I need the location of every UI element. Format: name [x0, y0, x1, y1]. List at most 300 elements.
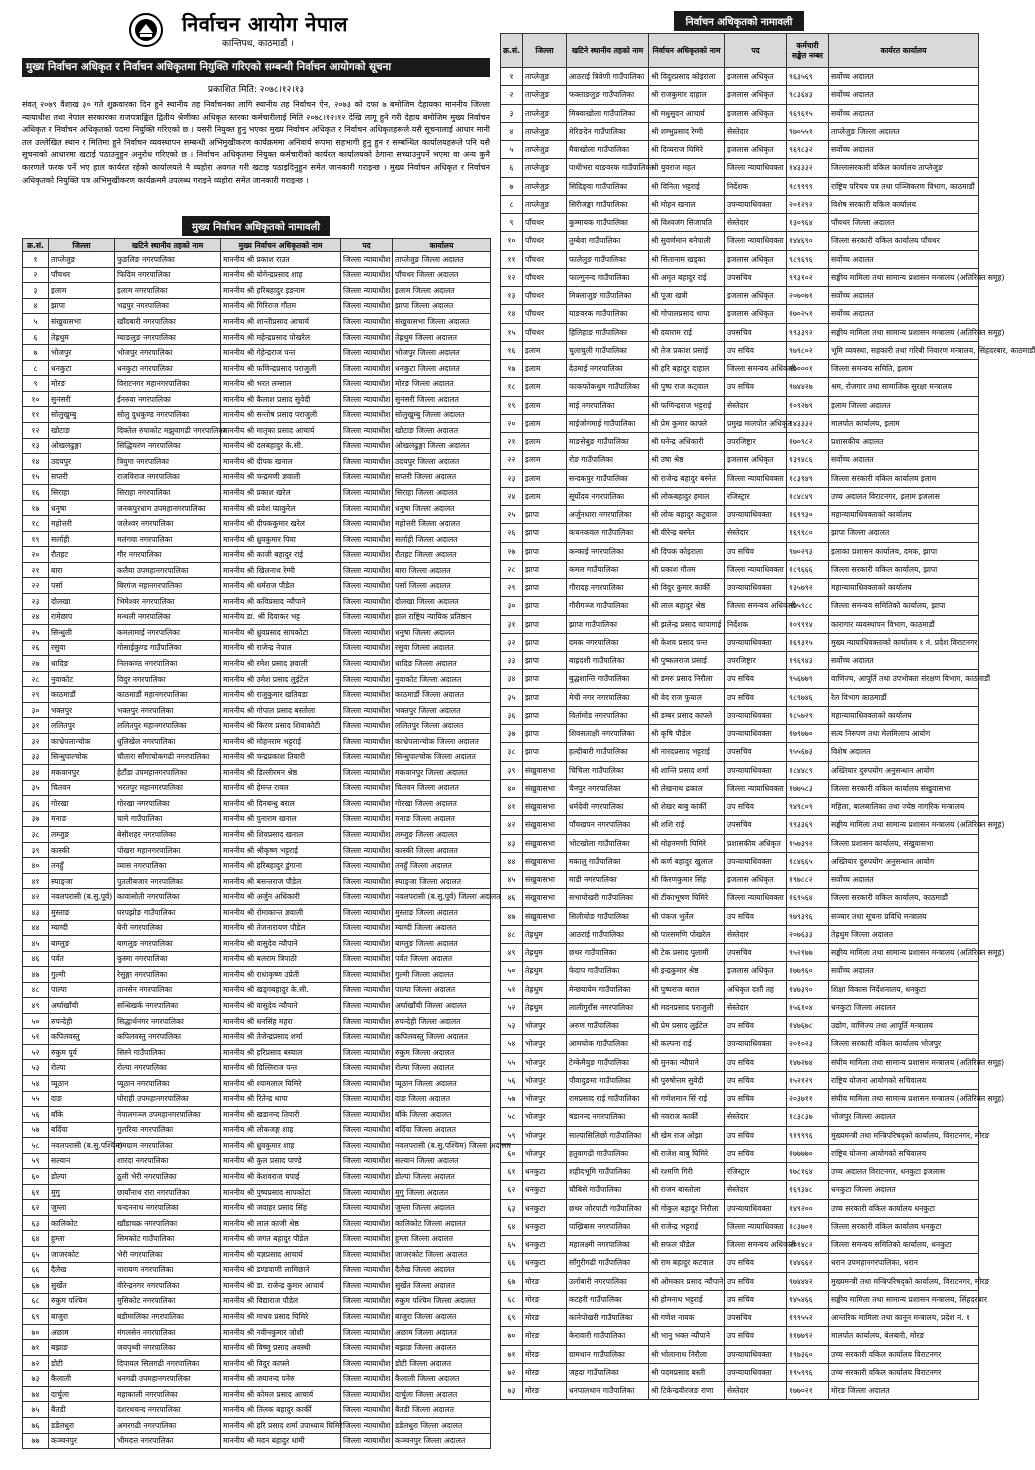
table-cell: कन्काई नगरपालिका [567, 542, 649, 560]
table-row [501, 268, 979, 286]
table-row [501, 779, 979, 797]
table-cell: डोल्पा जिल्ला अदालत [393, 1169, 491, 1185]
table-cell: इलाम जिल्ला अदालत [829, 396, 979, 414]
table-cell: लम्जुङ [49, 827, 115, 843]
table-cell: सिन्धुली [49, 625, 115, 641]
table-cell: कुस्मा नगरपालिका [115, 951, 221, 967]
table-cell: उप सचिव [725, 688, 787, 706]
table-row [23, 1355, 491, 1371]
table-cell: माननीय श्री वासुदेव न्यौपाने [221, 936, 341, 952]
table-cell: महोत्तरी जिल्ला अदालत [393, 516, 491, 532]
table-cell: तेह्रथुम [523, 962, 567, 980]
table-cell: सङ्घीय मामिला तथा सामान्य प्रशासन मन्त्रालय (अतिरिक्त समूह) [829, 268, 979, 286]
table-cell: धनकुटा जिल्ला अदालत [829, 1181, 979, 1199]
table-cell: श्री शशि राई [649, 816, 725, 834]
table-cell: १६९९८० [787, 524, 829, 542]
table-cell: चुलाचुली गाउँपालिका [567, 341, 649, 359]
table-cell: सेस्तेदार [725, 1108, 787, 1126]
table-cell: नवलपरासी (ब.सु.पूर्व) [49, 889, 115, 905]
table-cell: माननीय श्री विष्णु प्रसाद अवस्थी [221, 1340, 341, 1356]
table-cell: जिल्ला न्यायाधीश [341, 1029, 393, 1045]
table-cell: साल्पासिलिछो गाउँपालिका [567, 1126, 649, 1144]
table-row [501, 889, 979, 907]
table-cell: माननीय श्री गेहेन्द्रराज पन्त [221, 345, 341, 361]
table-cell: अर्घाखाँची जिल्ला अदालत [393, 998, 491, 1014]
table-cell: पोखरा महानगरपालिका [115, 842, 221, 858]
table-cell: बेनी नगरपालिका [115, 920, 221, 936]
table-cell: ६८ [23, 1293, 49, 1309]
table-cell: म्याङलुङ नगरपालिका [115, 329, 221, 345]
table-cell: अरुण गाउँपालिका [567, 1017, 649, 1035]
table-cell: सिरीजङ्घा गाउँपालिका [567, 195, 649, 213]
table-cell: जिल्ला न्यायाधीश [341, 391, 393, 407]
table-cell: माननीय श्री धनसिंह महरा [221, 1013, 341, 1029]
table-row [501, 761, 979, 779]
table-cell: जिल्ला न्यायाधीश [341, 252, 393, 268]
table-cell: ४६ [501, 889, 523, 907]
table-cell: जिल्ला न्यायाधीश [341, 842, 393, 858]
table-cell: डोल्पा [49, 1169, 115, 1185]
table-cell: दशरथचन्द नगरपालिका [115, 1402, 221, 1418]
table-cell: विर्तामोड नगरपालिका [567, 706, 649, 724]
table-cell: माननीय श्री कुल प्रसाद पाण्डे [221, 1153, 341, 1169]
table-cell: तनहुँ जिल्ला अदालत [393, 858, 491, 874]
table-cell: माननीय श्री ध्रुवकुमार पिया [221, 531, 341, 547]
table-cell: बारा जिल्ला अदालत [393, 562, 491, 578]
table-cell: जिल्ला न्यायाधीश [341, 594, 393, 610]
table-cell: उपन्यायाधिवक्ता [725, 506, 787, 524]
table-cell: श्री राजेश बाबु घिमिरे [649, 1144, 725, 1162]
table-row [501, 560, 979, 578]
table-cell: भक्तपुर [49, 702, 115, 718]
table-row [23, 749, 491, 765]
table-cell: चन्दननाथ नगरपालिका [115, 1200, 221, 1216]
table-cell: माननीय श्री राजेन्द्र नेपाल [221, 640, 341, 656]
table-cell: २१ [23, 562, 49, 578]
table-cell: १४९२०० [787, 1199, 829, 1217]
table-cell: दैलेख [49, 1262, 115, 1278]
table-cell: माननीय श्री पुनाराम खनाल [221, 811, 341, 827]
table-cell: पर्वत [49, 951, 115, 967]
table-cell: पर्सा जिल्ला अदालत [393, 578, 491, 594]
table-cell: घोराही उपमहानगरपालिका [115, 1091, 221, 1107]
table-cell: भोजपुर [523, 1090, 567, 1108]
table-cell: इजलास अधिकृत [725, 305, 787, 323]
table-cell: कटहरी गाउँपालिका [567, 1290, 649, 1308]
table-row [23, 1433, 491, 1449]
table-cell: इलाम [523, 360, 567, 378]
table-row [501, 287, 979, 305]
table-cell: ५९ [501, 1126, 523, 1144]
table-row [501, 579, 979, 597]
table-cell: सर्वोच्च अदालत [829, 287, 979, 305]
table-row [23, 547, 491, 563]
table-row [501, 1236, 979, 1254]
table-cell: जिल्ला न्यायाधीश [341, 733, 393, 749]
table-cell: बाग्लुङ जिल्ला अदालत [393, 936, 491, 952]
table-cell: ११ [501, 250, 523, 268]
table-cell: २८ [501, 560, 523, 578]
table-cell: फाल्गुनन्द गाउँपालिका [567, 268, 649, 286]
table-cell: सङ्घीय मामिला तथा सामान्य प्रशासन मन्त्रालय (अतिरिक्त समूह) [829, 816, 979, 834]
table-cell: मैवाखोला गाउँपालिका [567, 141, 649, 159]
notice-banner: मुख्य निर्वाचन अधिकृत र निर्वाचन अधिकृतमा नियुक्ति गरिएको सम्बन्धी निर्वाचन आयोगको सूचना [22, 58, 490, 77]
table-cell: माननीय श्री श्यामलाल घिमिरे [221, 1075, 341, 1091]
table-cell: संघीय मामिला तथा सामान्य प्रशासन मन्त्रालय (अतिरिक्त समूह) [829, 1053, 979, 1071]
table-cell: जिल्ला न्यायाधीश [341, 1340, 393, 1356]
header [22, 10, 490, 56]
table-cell: १४ [23, 454, 49, 470]
table-cell: माननीय श्री लाल काजी श्रेष्ठ [221, 1215, 341, 1231]
table-cell: जिल्ला न्यायाधीश [341, 547, 393, 563]
table-cell: मोरङ [523, 1363, 567, 1381]
table-cell: १४७६७८ [787, 1017, 829, 1035]
table-row [23, 314, 491, 330]
table-row [501, 980, 979, 998]
table-cell: कमलामाई नगरपालिका [115, 625, 221, 641]
table-cell: माननीय श्री कोमल प्रसाद आचार्य [221, 1386, 341, 1402]
table-cell: श्री गणेश नायक [649, 1309, 725, 1327]
table-cell: बागलुङ नगरपालिका [115, 936, 221, 952]
table-row [501, 1017, 979, 1035]
table-cell: सिद्धिचरण नगरपालिका [115, 438, 221, 454]
table-row [23, 252, 491, 268]
table-cell: जिल्ला न्यायाधीश [341, 656, 393, 672]
table-cell: मेची नगर नगरपालिका [567, 688, 649, 706]
table-cell: पाथीभरा याङवरक गाउँपालिका [567, 159, 649, 177]
table-cell: कैलाली [49, 1371, 115, 1387]
table-cell: कुम्मायक गाउँपालिका [567, 214, 649, 232]
table-cell: ३४ [501, 670, 523, 688]
table-cell: स्याङ्जा जिल्ला अदालत [393, 873, 491, 889]
table-cell: ४४ [501, 852, 523, 870]
table-cell: जिल्ला न्यायाधीश [341, 1215, 393, 1231]
table-cell: रेल विभाग काठमाडौं [829, 688, 979, 706]
table-cell: संखुवासभा [523, 779, 567, 797]
table-cell: ४७ [501, 907, 523, 925]
table-cell: ११७७९२ [787, 1327, 829, 1345]
table-cell: फक्ताङलुङ गाउँपालिका [567, 86, 649, 104]
table-cell: गौरीगञ्ज गाउँपालिका [567, 597, 649, 615]
table-cell: ३ [501, 104, 523, 122]
table-cell: उप सचिव [725, 1090, 787, 1108]
table-cell: जिल्ला न्यायाधीश [341, 1355, 393, 1371]
table-cell: दार्चुला [49, 1386, 115, 1402]
table-cell: धनगढी उपमहानगरपालिका [115, 1371, 221, 1387]
table-cell: झापा [523, 579, 567, 597]
table-cell: माननीय श्री ध्रुवप्रसाद सापकोटा [221, 625, 341, 641]
table-cell: इलाम [523, 396, 567, 414]
table-cell: माननीय श्री शान्तीप्रसाद आचार्य [221, 314, 341, 330]
table-cell: जिल्ला न्यायाधिवक्ता [725, 889, 787, 907]
table-cell: ५३ [501, 1017, 523, 1035]
table-cell: ६६ [23, 1262, 49, 1278]
table-cell: फालेलुङ गाउँपालिका [567, 250, 649, 268]
table-cell: ३९ [501, 761, 523, 779]
table-cell: तेह्रथुम [523, 944, 567, 962]
table-cell: तेह्रथुम [49, 329, 115, 345]
table-cell: भोजपुर [523, 1071, 567, 1089]
table-cell: ६० [501, 1144, 523, 1162]
table-cell: कपिलवस्तु जिल्ला अदालत [393, 1029, 491, 1045]
table-cell: सञ्चार तथा सूचना प्रविधि मन्त्रालय [829, 907, 979, 925]
table-cell: माननीय श्री गोपाल प्रसाद बस्तोला [221, 702, 341, 718]
table-cell: ५९ [23, 1153, 49, 1169]
table-cell: धनकुटा नगरपालिका [115, 360, 221, 376]
table-cell: माननीय श्री हरिबहादुर इङनाम [221, 283, 341, 299]
table-cell: इजलास अधिकृत [725, 104, 787, 122]
table-cell: सिलीचोङ गाउँपालिका [567, 907, 649, 925]
table-cell: इलाम [523, 341, 567, 359]
table-cell: माननीय श्री विद्याराज पौडेल [221, 1293, 341, 1309]
table-cell: ६१ [501, 1163, 523, 1181]
table-cell: श्री हरि बहादुर दाहाल [649, 360, 725, 378]
published-date: प्रकाशित मिति: २०७८।१२।१३ [207, 85, 305, 95]
table-cell: २९ [23, 687, 49, 703]
table-row [23, 671, 491, 687]
table-cell: उपन्यायाधिवक्ता [725, 761, 787, 779]
table-cell: जिल्ला न्यायाधीश [341, 1138, 393, 1154]
table-cell: ५४ [501, 1035, 523, 1053]
table-cell: ९७०२९३ [787, 542, 829, 560]
table-row [501, 998, 979, 1016]
table-cell: चितवन जिल्ला अदालत [393, 780, 491, 796]
table-cell: सिन्धुपाल्चोक [49, 749, 115, 765]
table-cell: प्यूठान जिल्ला अदालत [393, 1075, 491, 1091]
table-cell: जिल्ला न्यायाधीश [341, 811, 393, 827]
table-cell: जिल्ला सरकारी वकिल कार्यालय धनकुटा [829, 1217, 979, 1235]
table-cell: जिल्ला समन्वय समितिको कार्यालय, झापा [829, 597, 979, 615]
table-cell: भीमदत्त नगरपालिका [115, 1433, 221, 1449]
table-cell: श्री सफल पौडेल [649, 1236, 725, 1254]
table-cell: जिल्ला समन्वय अधिकारी [725, 1236, 787, 1254]
table-row [23, 858, 491, 874]
table-cell: प्रशासकीय अधिकृत [725, 834, 787, 852]
table-cell: जिल्ला न्यायाधीश [341, 998, 393, 1014]
table-cell: माननीय श्री माधव प्रसाद घिमिरे [221, 1309, 341, 1325]
table-cell: बाग्लुङ [49, 936, 115, 952]
table-cell: ललितपुर महानगरपालिका [115, 718, 221, 734]
table-row [501, 1144, 979, 1162]
table-cell: जिल्ला न्यायाधीश [341, 562, 393, 578]
table-cell: भक्तपुर जिल्ला अदालत [393, 702, 491, 718]
table-cell: भोजपुर जिल्ला अदालत [393, 345, 491, 361]
table-cell: १९६९४३ [787, 652, 829, 670]
table-cell: संखुवासभा [523, 871, 567, 889]
table-cell: रुकुम पश्चिम जिल्ला अदालत [393, 1293, 491, 1309]
table-cell: उपन्यायाधिवक्ता [725, 1345, 787, 1363]
table-row [501, 1309, 979, 1327]
table-row [501, 1290, 979, 1308]
table-cell: श्री अमृत बहादुर राई [649, 268, 725, 286]
table-cell: माननीय श्री पुष्पप्रसाद सापकोटा [221, 1184, 341, 1200]
table-cell: १० [23, 391, 49, 407]
table-cell: ३० [23, 702, 49, 718]
table-cell: श्री झलेन्द्र प्रसाद चापागाई [649, 615, 725, 633]
table-cell: ४९ [23, 998, 49, 1014]
table-cell: ५५ [501, 1053, 523, 1071]
page-subtitle: कान्तिपथ, काठमाडौं । [222, 39, 294, 49]
table-row [501, 834, 979, 852]
table-cell: उपन्यायाधिवक्ता [725, 633, 787, 651]
table-cell: जुम्ला [49, 1200, 115, 1216]
table-cell: ७६ [23, 1418, 49, 1434]
table-row [501, 798, 979, 816]
table-cell: ३८ [23, 827, 49, 843]
table-cell: माननीय श्री राजुकुमार खतिवडा [221, 687, 341, 703]
table-row [23, 1122, 491, 1138]
table-cell: ६ [23, 329, 49, 345]
table-cell: संघीय मामिला तथा सामान्य प्रशासन मन्त्रालय (अतिरिक्त समूह) [829, 1090, 979, 1108]
table-cell: २ [501, 86, 523, 104]
table-cell: अख्तियार दुरुपयोग अनुसन्धान आयोग [829, 852, 979, 870]
table-cell: ११ [23, 407, 49, 423]
table-cell: पाँचखपन नगरपालिका [567, 816, 649, 834]
table-row [23, 1340, 491, 1356]
table-cell: अख्तियार दुरुपयोग अनुसन्धान आयोग [829, 761, 979, 779]
table-cell: सुनसरी [49, 391, 115, 407]
table-cell: छथर जोरपाटी गाउँपालिका [567, 1199, 649, 1217]
table-cell: बाजुरा जिल्ला अदालत [393, 1309, 491, 1325]
table-cell: श्री लोक बहादुर कटुवाल [649, 506, 725, 524]
table-cell: ९९३३९२ [787, 323, 829, 341]
table-row [501, 305, 979, 323]
table-cell: कञ्चनपुर [49, 1433, 115, 1449]
table-cell: श्री लोकबहादुर हमाल [649, 487, 725, 505]
table-cell: जिल्ला न्यायाधीश [341, 485, 393, 501]
table-cell: मोरङ जिल्ला अदालत [829, 1382, 979, 1400]
table-cell: जिल्ला न्यायाधीश [341, 329, 393, 345]
table-cell: गौर नगरपालिका [115, 547, 221, 563]
table-cell: शारदा नगरपालिका [115, 1153, 221, 1169]
table-cell: झापा [523, 506, 567, 524]
table-cell: ७४ [23, 1386, 49, 1402]
table-cell: तेह्रथुम [523, 925, 567, 943]
table-cell: सल्यान जिल्ला अदालत [393, 1153, 491, 1169]
table-cell: श्री उषा श्रेष्ठ [649, 451, 725, 469]
table-row [23, 733, 491, 749]
table-row [501, 1363, 979, 1381]
table-cell: ४६ [23, 951, 49, 967]
table-cell: महान्यायाधिवक्ताको कार्यालय [829, 706, 979, 724]
column-header: कर्मचारी सङ्केत नम्बर [787, 34, 829, 68]
table-cell: ७२ [501, 1363, 523, 1381]
table-row [501, 451, 979, 469]
table-cell: भोटखोला गाउँपालिका [567, 834, 649, 852]
table-cell: माननीय श्री दीपक खनाल [221, 454, 341, 470]
table-cell: विशेष अदालत [829, 743, 979, 761]
table-cell: मोरङ [523, 1345, 567, 1363]
table-cell: बाँके जिल्ला अदालत [393, 1107, 491, 1123]
table-cell: ९७४४४२ [787, 1272, 829, 1290]
table-cell: गुलरिया नगरपालिका [115, 1122, 221, 1138]
table-cell: सिराहा नगरपालिका [115, 485, 221, 501]
table-cell: माननीय श्री दीपककुमार खरेल [221, 516, 341, 532]
table-cell: श्री भोलानाथ निरौला [649, 1345, 725, 1363]
table-cell: ८ [23, 360, 49, 376]
table-cell: जिल्ला न्यायाधीश [341, 796, 393, 812]
right-column [500, 10, 1035, 1400]
column-header: पद [341, 239, 393, 252]
table-cell: संखुवासभा [523, 761, 567, 779]
table-cell: १७ [23, 500, 49, 516]
table-cell: पाँचथर [49, 267, 115, 283]
table-cell: ३९ [23, 842, 49, 858]
column-header: क्र.सं. [501, 34, 523, 68]
table-cell: जयपृथ्वी नगरपालिका [115, 1340, 221, 1356]
table-cell: लम्जुङ जिल्ला अदालत [393, 827, 491, 843]
table-cell: सेस्तेदार [725, 524, 787, 542]
table-cell: माननीय श्री श्रीकृष्ण भट्टराई [221, 842, 341, 858]
table-cell: शहीदभूमि गाउँपालिका [567, 1163, 649, 1181]
table-cell: इलाम [523, 487, 567, 505]
table-cell: १४ [501, 305, 523, 323]
table-cell: धनुषा जिल्ला अदालत [393, 625, 491, 641]
table-cell: उपसचिव [725, 268, 787, 286]
table-cell: भिमेश्वर नगरपालिका [115, 594, 221, 610]
table-row [501, 214, 979, 232]
table-cell: २२ [23, 578, 49, 594]
table-cell: गुल्मी [49, 967, 115, 983]
table-cell: माननीय श्री प्रकाश खरेल [221, 485, 341, 501]
table-cell: भोजपुर [49, 345, 115, 361]
table-cell: महोत्तरी [49, 516, 115, 532]
table-cell: महिला, बालबालिका तथा ज्येष्ठ नागरिक मन्त्रालय [829, 798, 979, 816]
table-cell: माडी नगरपालिका [567, 871, 649, 889]
table-cell: मुस्ताङ जिल्ला अदालत [393, 904, 491, 920]
table-cell: मोरङ [523, 1272, 567, 1290]
table-cell: धनकुटा [49, 360, 115, 376]
table-cell: ९५६७७९ [787, 670, 829, 688]
table-cell: डोटी [49, 1355, 115, 1371]
table-cell: जिल्लासरकारी वकिल कार्यालय ताप्लेजुङ [829, 159, 979, 177]
table-cell: हेटौंडा उपमहानगरपालिका [115, 765, 221, 781]
table-cell: जिल्ला न्यायाधीश [341, 765, 393, 781]
table-cell: चौबिसे गाउँपालिका [567, 1181, 649, 1199]
table-row [23, 1386, 491, 1402]
table-cell: पाँचथर [523, 214, 567, 232]
table-cell: १३ [23, 438, 49, 454]
table-cell: ४० [23, 858, 49, 874]
table-row [501, 688, 979, 706]
table-cell: सर्लाही [49, 531, 115, 547]
table-cell: रजिस्ट्रार [725, 487, 787, 505]
page-title: निर्वाचन आयोग नेपाल [182, 12, 348, 36]
table-cell: स्याङ्जा [49, 873, 115, 889]
table-cell: २०१०२३ [787, 1035, 829, 1053]
table-cell: सर्वोच्च अदालत [829, 305, 979, 323]
table-cell: जिल्ला न्यायाधीश [341, 1200, 393, 1216]
table-cell: २० [23, 547, 49, 563]
table-row [501, 944, 979, 962]
table-row [23, 1013, 491, 1029]
table-cell: ९९३१०२ [787, 268, 829, 286]
table-cell: रुकुम पश्चिम [49, 1293, 115, 1309]
table-cell: जिल्ला न्यायाधीश [341, 1309, 393, 1325]
table-cell: ४ [23, 298, 49, 314]
table-cell: नवलपरासी (ब.सु.पश्चिम) [49, 1138, 115, 1154]
table-cell: ४५ [501, 871, 523, 889]
table-cell: माननीय श्री गिरिराज गौतम [221, 298, 341, 314]
table-cell: ३८ [501, 743, 523, 761]
table-row [23, 1371, 491, 1387]
table-cell: जिल्ला न्यायाधीश [341, 702, 393, 718]
table-cell: आठराई त्रिवेणी गाउँपालिका [567, 68, 649, 86]
column-header: निर्वाचन अधिकृतको नाम [649, 34, 725, 68]
table-cell: रौतहट जिल्ला अदालत [393, 547, 491, 563]
table-cell: ३२ [23, 733, 49, 749]
table-cell: हतुवागढी गाउँपालिका [567, 1144, 649, 1162]
